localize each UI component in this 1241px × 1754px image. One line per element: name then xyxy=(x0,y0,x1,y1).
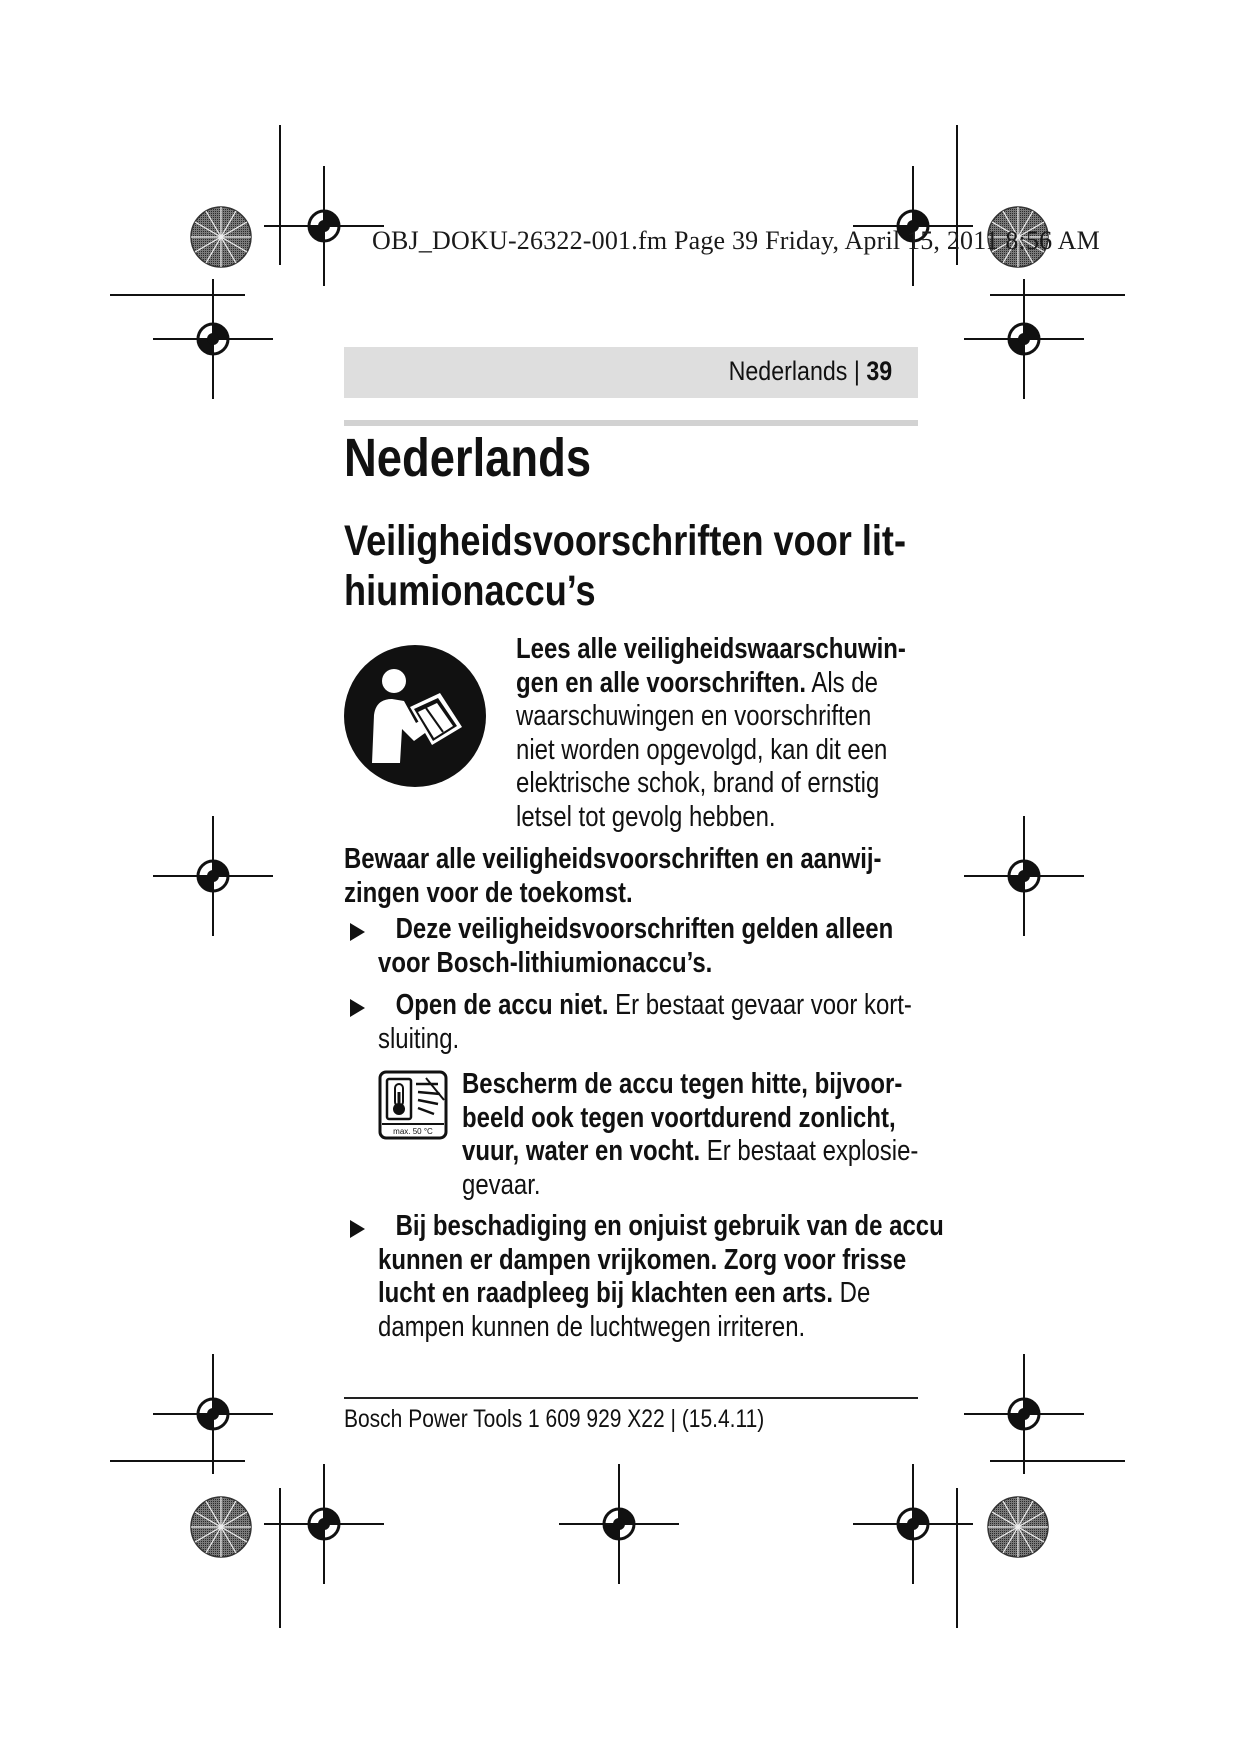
bullet-1-line-2: voor Bosch-lithiumionaccu’s. xyxy=(378,946,713,979)
read-manual-text xyxy=(516,633,906,835)
bullet-item-vapours-text xyxy=(378,1210,944,1344)
bullet-2-line-1 xyxy=(378,989,912,1023)
keep-instructions-line-2: zingen voor de toekomst. xyxy=(344,876,633,909)
section-title-line-2: hiumionaccu’s xyxy=(344,567,596,615)
page-header-band xyxy=(344,347,918,398)
read-warning-line-2-rest: Als de xyxy=(806,666,878,699)
language-title: Nederlands xyxy=(344,428,592,488)
read-warning-line-6: letsel tot gevolg hebben. xyxy=(516,800,776,833)
footer-rule xyxy=(344,1397,918,1399)
keep-instructions-line-1: Bewaar alle veiligheidsvoorschriften en aanwij- xyxy=(344,843,882,875)
read-warning-line-1: Lees alle veiligheidswaarschuwin- xyxy=(516,633,906,665)
keep-instructions xyxy=(344,843,882,910)
heat-warning-line-2: beeld ook tegen voortdurend zonlicht, xyxy=(462,1101,896,1134)
heat-warning-line-1: Bescherm de accu tegen hitte, bijvoor- xyxy=(462,1068,903,1100)
bullet-1-line-1 xyxy=(378,913,893,947)
bullet-item-bosch-only-text xyxy=(378,913,893,980)
bullet-3-line-1 xyxy=(378,1210,944,1244)
bullet-3-line-3 xyxy=(378,1277,944,1311)
read-manual-warning xyxy=(344,633,944,833)
section-title-line-1: Veiligheidsvoorschriften voor lit- xyxy=(344,517,906,565)
header-language: Nederlands xyxy=(728,356,848,386)
heat-icon-label: max. 50 °C xyxy=(393,1127,433,1136)
heat-warning-line-3-bold: vuur, water en vocht. xyxy=(462,1135,701,1168)
bullet-triangle-icon xyxy=(350,1220,365,1238)
bullet-2-line-1-bold: Open de accu niet. xyxy=(395,989,609,1021)
page-header xyxy=(728,356,892,387)
read-warning-line-4: niet worden opgevolgd, kan dit een xyxy=(516,733,888,766)
file-header-slug: OBJ_DOKU-26322-001.fm Page 39 Friday, April 15, 2011 8:56 AM xyxy=(372,226,1100,255)
page-footer: Bosch Power Tools 1 609 929 X22 | (15.4.11) xyxy=(344,1405,765,1433)
read-manual-icon xyxy=(344,645,486,787)
bullet-2-line-2: sluiting. xyxy=(378,1022,460,1055)
section-title xyxy=(344,516,924,616)
bullet-3-line-4: dampen kunnen de luchtwegen irriteren. xyxy=(378,1310,806,1343)
bullet-triangle-icon xyxy=(350,923,365,941)
bullet-item-do-not-open-text xyxy=(378,989,912,1056)
bullet-3-line-3-rest: De xyxy=(833,1277,871,1310)
read-warning-line-2-bold: gen en alle voorschriften. xyxy=(516,666,807,699)
header-separator: | xyxy=(847,356,867,386)
page-content xyxy=(344,428,944,1343)
heat-protection-warning xyxy=(378,1068,978,1208)
heat-warning-line-3 xyxy=(462,1135,918,1169)
header-page-number: 39 xyxy=(866,356,892,386)
bullet-triangle-icon xyxy=(350,999,365,1017)
heat-protection-text xyxy=(462,1068,918,1202)
read-warning-line-2 xyxy=(516,667,906,701)
read-warning-line-5: elektrische schok, brand of ernstig xyxy=(516,767,880,800)
bullet-3-line-3-bold: lucht en raadpleeg bij klachten een arts. xyxy=(378,1277,834,1310)
bullet-2-line-1-rest: Er bestaat gevaar voor kort- xyxy=(608,989,912,1021)
heat-warning-line-4: gevaar. xyxy=(462,1168,541,1201)
heat-warning-line-3-rest: Er bestaat explosie- xyxy=(700,1135,919,1168)
read-warning-line-3: waarschuwingen en voorschriften xyxy=(516,700,872,733)
bullet-3-line-1-text: Bij beschadiging en onjuist gebruik van de accu xyxy=(395,1210,944,1242)
bullet-1-line-1-text: Deze veiligheidsvoorschriften gelden alleen xyxy=(395,913,894,945)
bullet-3-line-2: kunnen er dampen vrijkomen. Zorg voor frisse xyxy=(378,1243,907,1276)
heat-protection-icon xyxy=(378,1070,448,1140)
header-rule xyxy=(344,420,918,426)
